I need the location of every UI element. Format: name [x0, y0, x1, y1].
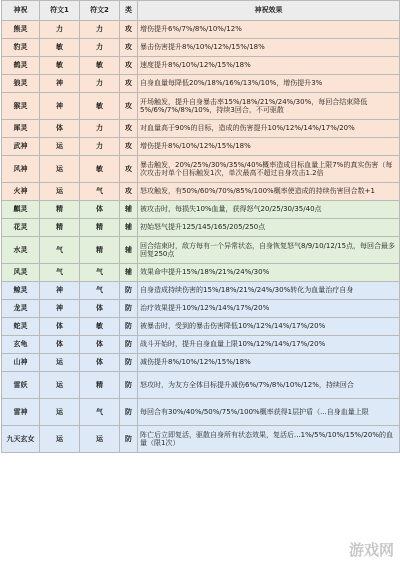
rune1-cell: 力 — [40, 21, 80, 39]
table-header-row — [2, 1, 400, 21]
effect-cell: 自身血量每降低20%/18%/16%/13%/10%，增伤提升3% — [138, 75, 400, 93]
rune2-cell: 敏 — [80, 57, 120, 75]
rune2-cell: 力 — [80, 120, 120, 138]
effect-cell: 战斗开始时，提升自身血量上限10%/12%/14%/17%/20% — [138, 336, 400, 354]
type-cell: 防 — [120, 354, 138, 372]
table-row — [2, 318, 400, 336]
rune1-cell: 体 — [40, 318, 80, 336]
rune1-cell: 体 — [40, 120, 80, 138]
table-body — [2, 21, 400, 453]
rune1-cell: 精 — [40, 219, 80, 237]
rune1-cell: 神 — [40, 93, 80, 120]
table-row — [2, 372, 400, 399]
table-row — [2, 336, 400, 354]
type-cell: 防 — [120, 300, 138, 318]
blessing-name: 风神 — [2, 156, 40, 183]
type-cell: 攻 — [120, 21, 138, 39]
type-cell: 防 — [120, 426, 138, 453]
blessing-name: 九天玄女 — [2, 426, 40, 453]
table-row — [2, 93, 400, 120]
effect-cell: 回合结束时，敌方每有一个异常状态，自身恢复怒气8/9/10/12/15点，每回合最多回复250点 — [138, 237, 400, 264]
type-cell: 辅 — [120, 219, 138, 237]
effect-cell: 怒攻触发，有50%/60%/70%/85%/100%概率使造成的持续伤害回合数+1 — [138, 183, 400, 201]
header-type: 类 — [120, 1, 138, 21]
blessing-name: 麒灵 — [2, 201, 40, 219]
type-cell: 防 — [120, 282, 138, 300]
type-cell: 防 — [120, 336, 138, 354]
rune2-cell: 体 — [80, 201, 120, 219]
table-row — [2, 138, 400, 156]
blessing-name: 雷妖 — [2, 372, 40, 399]
effect-cell: 开场触发，提升自身暴击率15%/18%/21%/24%/30%，每回合结束降低5%/6%/7%/8%/10%，持续3回合，不可驱散 — [138, 93, 400, 120]
header-rune2: 符文2 — [80, 1, 120, 21]
table-row — [2, 57, 400, 75]
blessing-name: 蛇灵 — [2, 318, 40, 336]
rune1-cell: 运 — [40, 156, 80, 183]
table-row — [2, 183, 400, 201]
type-cell: 辅 — [120, 201, 138, 219]
blessing-name: 犀灵 — [2, 120, 40, 138]
rune1-cell: 神 — [40, 75, 80, 93]
blessing-name: 花灵 — [2, 219, 40, 237]
rune2-cell: 气 — [80, 183, 120, 201]
effect-cell: 减伤提升8%/10%/12%/15%/18% — [138, 354, 400, 372]
type-cell: 攻 — [120, 57, 138, 75]
effect-cell: 效果命中提升15%/18%/21%/24%/30% — [138, 264, 400, 282]
effect-cell: 增伤提升8%/10%/12%/15%/18% — [138, 138, 400, 156]
table-row — [2, 120, 400, 138]
blessing-name: 水灵 — [2, 237, 40, 264]
blessing-name: 熊灵 — [2, 21, 40, 39]
blessing-name: 豹灵 — [2, 39, 40, 57]
rune1-cell: 运 — [40, 399, 80, 426]
rune1-cell: 气 — [40, 237, 80, 264]
effect-cell: 自身造成持续伤害的15%/18%/21%/24%/30%转化为血量治疗自身 — [138, 282, 400, 300]
rune2-cell: 敏 — [80, 93, 120, 120]
rune2-cell: 敏 — [80, 156, 120, 183]
blessing-name: 猴灵 — [2, 93, 40, 120]
rune1-cell: 运 — [40, 183, 80, 201]
rune1-cell: 精 — [40, 201, 80, 219]
rune1-cell: 运 — [40, 138, 80, 156]
type-cell: 攻 — [120, 93, 138, 120]
table-row — [2, 237, 400, 264]
type-cell: 攻 — [120, 156, 138, 183]
header-rune1: 符文1 — [40, 1, 80, 21]
rune2-cell: 体 — [80, 354, 120, 372]
effect-cell: 暴击伤害提升8%/10%/12%/15%/18% — [138, 39, 400, 57]
rune1-cell: 敏 — [40, 39, 80, 57]
blessing-name: 雷神 — [2, 399, 40, 426]
table-row — [2, 426, 400, 453]
header-name: 神祝 — [2, 1, 40, 21]
rune1-cell: 运 — [40, 372, 80, 399]
rune2-cell: 敏 — [80, 318, 120, 336]
table-row — [2, 264, 400, 282]
rune1-cell: 运 — [40, 426, 80, 453]
blessing-name: 鲸灵 — [2, 282, 40, 300]
blessing-name: 玄龟 — [2, 336, 40, 354]
rune1-cell: 体 — [40, 336, 80, 354]
type-cell: 辅 — [120, 264, 138, 282]
effect-cell: 怒攻时，为友方全体目标提升减伤6%/7%/8%/10%/12%，持续回合 — [138, 372, 400, 399]
type-cell: 防 — [120, 399, 138, 426]
blessing-name: 风灵 — [2, 264, 40, 282]
rune1-cell: 神 — [40, 282, 80, 300]
rune2-cell: 气 — [80, 264, 120, 282]
header-effect: 神祝效果 — [138, 1, 400, 21]
effect-cell: 暴击触发，20%/25%/30%/35%/40%概率造成目标血量上限7%的真实伤害（每次攻击对单个目标触发1次，单次最高不超过自身攻击1.2倍 — [138, 156, 400, 183]
type-cell: 攻 — [120, 75, 138, 93]
blessing-name: 鹤灵 — [2, 57, 40, 75]
type-cell: 攻 — [120, 183, 138, 201]
effect-cell: 速度提升8%/10%/12%/15%/18% — [138, 57, 400, 75]
rune2-cell: 精 — [80, 237, 120, 264]
effect-cell: 对血量高于90%的目标，造成的伤害提升10%/12%/14%/17%/20% — [138, 120, 400, 138]
rune1-cell: 敏 — [40, 57, 80, 75]
blessing-name: 山神 — [2, 354, 40, 372]
type-cell: 攻 — [120, 39, 138, 57]
table-row — [2, 156, 400, 183]
table-row — [2, 219, 400, 237]
effect-cell: 增伤提升6%/7%/8%/10%/12% — [138, 21, 400, 39]
rune1-cell: 神 — [40, 300, 80, 318]
blessing-name: 火神 — [2, 183, 40, 201]
type-cell: 辅 — [120, 237, 138, 264]
table-row — [2, 399, 400, 426]
effect-cell: 阵亡后立即复活，驱散自身所有状态效果，复活后...1%/5%/10%/15%/20%的血量（限1次） — [138, 426, 400, 453]
blessing-name: 武神 — [2, 138, 40, 156]
effect-cell: 被攻击时，每损失10%血量，获得怒气20/25/30/35/40点 — [138, 201, 400, 219]
type-cell: 防 — [120, 372, 138, 399]
table-row — [2, 201, 400, 219]
type-cell: 防 — [120, 318, 138, 336]
type-cell: 攻 — [120, 138, 138, 156]
rune2-cell: 气 — [80, 399, 120, 426]
rune2-cell: 力 — [80, 21, 120, 39]
table-row — [2, 21, 400, 39]
rune2-cell: 精 — [80, 372, 120, 399]
rune2-cell: 力 — [80, 75, 120, 93]
table-row — [2, 75, 400, 93]
blessing-name: 狼灵 — [2, 75, 40, 93]
blessing-table — [1, 0, 400, 453]
watermark: 游戏网 — [348, 541, 394, 559]
effect-cell: 治疗效果提升10%/12%/14%/17%/20% — [138, 300, 400, 318]
rune2-cell: 气 — [80, 282, 120, 300]
effect-cell: 初始怒气提升125/145/165/205/250点 — [138, 219, 400, 237]
effect-cell: 每回合有30%/40%/50%/75%/100%概率获得1层护盾（...自身血量上限 — [138, 399, 400, 426]
blessing-name: 龙灵 — [2, 300, 40, 318]
rune2-cell: 体 — [80, 336, 120, 354]
rune1-cell: 运 — [40, 354, 80, 372]
rune2-cell: 力 — [80, 39, 120, 57]
type-cell: 攻 — [120, 120, 138, 138]
effect-cell: 被暴击时，受到的暴击伤害降低10%/12%/14%/17%/20% — [138, 318, 400, 336]
table-row — [2, 39, 400, 57]
rune1-cell: 气 — [40, 264, 80, 282]
table-row — [2, 354, 400, 372]
rune2-cell: 体 — [80, 300, 120, 318]
table-row — [2, 300, 400, 318]
rune2-cell: 精 — [80, 219, 120, 237]
rune2-cell: 运 — [80, 426, 120, 453]
rune2-cell: 力 — [80, 138, 120, 156]
table-row — [2, 282, 400, 300]
